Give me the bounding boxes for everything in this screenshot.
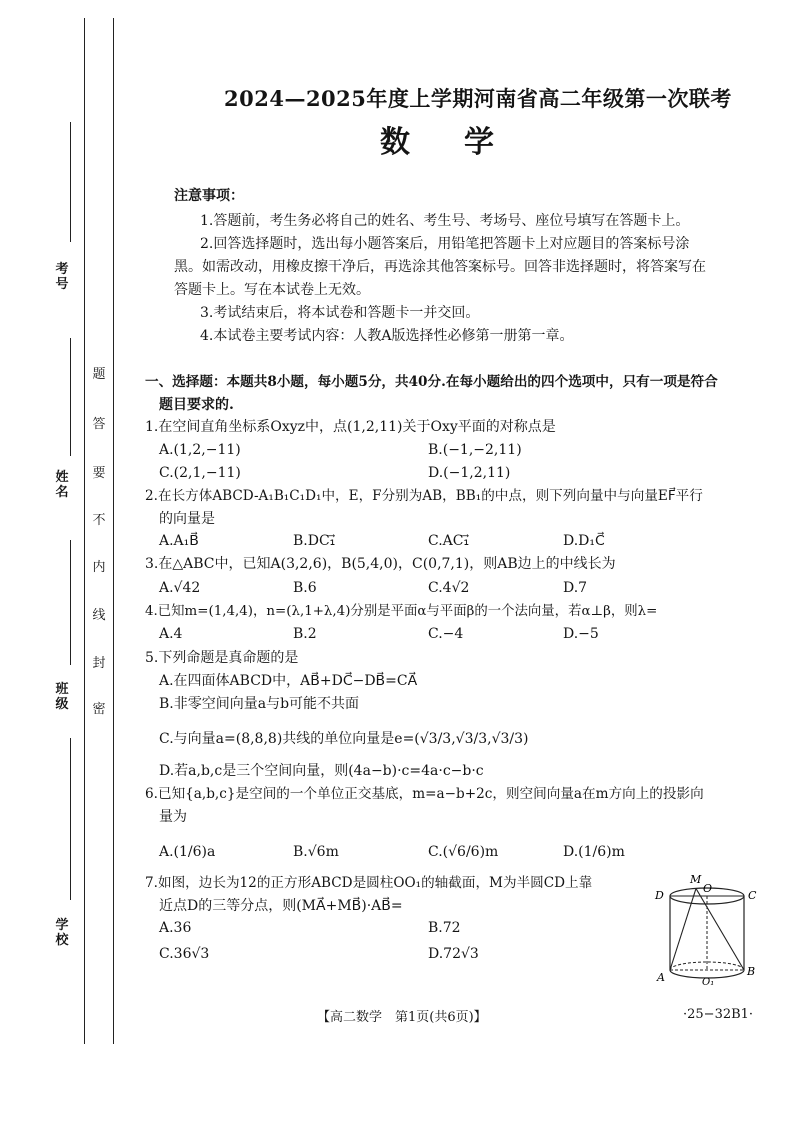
option-b[interactable]: B.72 bbox=[428, 920, 461, 936]
question-stem: 3.在△ABC中，已知A(3,2,6)，B(5,4,0)，C(0,7,1)，则AB边上的中线长为 bbox=[145, 556, 616, 572]
option-d[interactable]: D.72√3 bbox=[428, 946, 479, 962]
question-stem: 1.在空间直角坐标系Oxyz中，点(1,2,11)关于Oxy平面的对称点是 bbox=[145, 419, 556, 435]
question-stem-cont: 的向量是 bbox=[159, 511, 215, 527]
question-stem: 6.已知{a,b,c}是空间的一个单位正交基底，m=a−b+2c，则空间向量a在m方向上的投影向 bbox=[145, 786, 704, 802]
figure-label-o: O bbox=[703, 882, 713, 895]
figure-label-c: C bbox=[748, 889, 757, 902]
class-label: 班级 bbox=[55, 682, 69, 712]
figure-label-m: M bbox=[690, 873, 702, 886]
school-label: 学校 bbox=[55, 918, 69, 948]
figure-label-b: B bbox=[747, 965, 756, 978]
exam-number-label: 考号 bbox=[55, 262, 69, 292]
option-d[interactable]: D.−5 bbox=[563, 626, 599, 642]
option-c[interactable]: C.(√6/6)m bbox=[428, 844, 499, 860]
option-c[interactable]: C.与向量a=(8,8,8)共线的单位向量是e=(√3/3,√3/3,√3/3) bbox=[159, 731, 529, 747]
option-c[interactable]: C.(2,1,−11) bbox=[159, 465, 241, 481]
notice-heading: 注意事项： bbox=[174, 188, 244, 204]
option-b[interactable]: B.2 bbox=[293, 626, 317, 642]
seal-char: 线 bbox=[92, 608, 106, 623]
page-info: 【高二数学 第1页(共6页)】 bbox=[317, 1010, 487, 1025]
exam-title: 2024—2025年度上学期河南省高二年级第一次联考 bbox=[224, 86, 732, 111]
notice-item: 3.考试结束后，将本试卷和答题卡一并交回。 bbox=[200, 305, 480, 321]
seal-char: 不 bbox=[92, 513, 106, 528]
school-blank[interactable] bbox=[70, 738, 71, 900]
notice-item: 黑。如需改动，用橡皮擦干净后，再选涂其他答案标号。回答非选择题时，将答案写在 bbox=[174, 259, 706, 275]
notice-item: 4.本试卷主要考试内容：人教A版选择性必修第一册第一章。 bbox=[200, 328, 574, 344]
figure-label-o1: O₁ bbox=[702, 977, 715, 988]
option-d[interactable]: D.若a,b,c是三个空间向量，则(4a−b)·c=4a·c−b·c bbox=[159, 763, 484, 779]
exam-number-blank[interactable] bbox=[70, 122, 71, 242]
seal-char: 内 bbox=[92, 560, 106, 575]
option-b[interactable]: B.DC₁⃗ bbox=[293, 533, 336, 549]
seal-char: 封 bbox=[92, 656, 106, 671]
option-a[interactable]: A.在四面体ABCD中，AB⃗+DC⃗−DB⃗=CA⃗ bbox=[159, 673, 418, 689]
option-b[interactable]: B.√6m bbox=[293, 844, 339, 860]
option-b[interactable]: B.非零空间向量a与b可能不共面 bbox=[159, 696, 360, 712]
subject-title: 数学 bbox=[380, 125, 548, 160]
paper-code: ·25−32B1· bbox=[683, 1007, 754, 1022]
option-c[interactable]: C.−4 bbox=[428, 626, 464, 642]
figure-label-d: D bbox=[655, 889, 664, 902]
option-c[interactable]: C.AC₁⃗ bbox=[428, 533, 470, 549]
seal-char: 题 bbox=[92, 367, 106, 382]
name-blank[interactable] bbox=[70, 338, 71, 456]
option-d[interactable]: D.7 bbox=[563, 580, 588, 596]
cylinder-figure bbox=[652, 868, 764, 990]
seal-char: 要 bbox=[92, 466, 106, 481]
notice-item: 1.答题前，考生务必将自己的姓名、考生号、考场号、座位号填写在答题卡上。 bbox=[200, 213, 690, 229]
question-stem: 2.在长方体ABCD-A₁B₁C₁D₁中，E，F分别为AB，BB₁的中点，则下列向量中与向量EF⃗平行 bbox=[145, 488, 703, 504]
option-a[interactable]: A.A₁B⃗ bbox=[159, 533, 199, 549]
option-d[interactable]: D.(−1,2,11) bbox=[428, 465, 511, 481]
section-heading: 一、选择题：本题共8小题，每小题5分，共40分.在每小题给出的四个选项中，只有一项是符合 bbox=[145, 374, 718, 390]
section-heading-cont: 题目要求的. bbox=[159, 397, 234, 413]
class-blank[interactable] bbox=[70, 540, 71, 665]
seal-char: 密 bbox=[92, 702, 106, 717]
option-a[interactable]: A.(1,2,−11) bbox=[159, 442, 241, 458]
option-a[interactable]: A.36 bbox=[159, 920, 192, 936]
seal-char: 答 bbox=[92, 417, 106, 432]
option-a[interactable]: A.(1/6)a bbox=[159, 844, 216, 860]
notice-item: 2.回答选择题时，选出每小题答案后，用铅笔把答题卡上对应题目的答案标号涂 bbox=[200, 236, 690, 252]
question-stem: 4.已知m=(1,4,4)，n=(λ,1+λ,4)分别是平面α与平面β的一个法向量，若α⊥β，则λ= bbox=[145, 604, 658, 619]
name-label: 姓名 bbox=[55, 470, 69, 500]
binding-line-inner bbox=[113, 18, 114, 1044]
option-d[interactable]: D.D₁C⃗ bbox=[563, 533, 605, 549]
question-stem-cont: 近点D的三等分点，则(MA⃗+MB⃗)·AB⃗= bbox=[159, 898, 403, 914]
figure-label-a: A bbox=[657, 971, 665, 984]
option-a[interactable]: A.√42 bbox=[159, 580, 201, 596]
option-c[interactable]: C.36√3 bbox=[159, 946, 210, 962]
option-c[interactable]: C.4√2 bbox=[428, 580, 470, 596]
option-a[interactable]: A.4 bbox=[159, 626, 183, 642]
question-stem: 7.如图，边长为12的正方形ABCD是圆柱OO₁的轴截面，M为半圆CD上靠 bbox=[145, 875, 593, 891]
option-b[interactable]: B.6 bbox=[293, 580, 317, 596]
question-stem: 5.下列命题是真命题的是 bbox=[145, 650, 299, 666]
binding-line-outer bbox=[84, 18, 85, 1044]
option-d[interactable]: D.(1/6)m bbox=[563, 844, 625, 860]
option-b[interactable]: B.(−1,−2,11) bbox=[428, 442, 522, 458]
question-stem-cont: 量为 bbox=[159, 809, 187, 825]
notice-item: 答题卡上。写在本试卷上无效。 bbox=[174, 282, 370, 298]
